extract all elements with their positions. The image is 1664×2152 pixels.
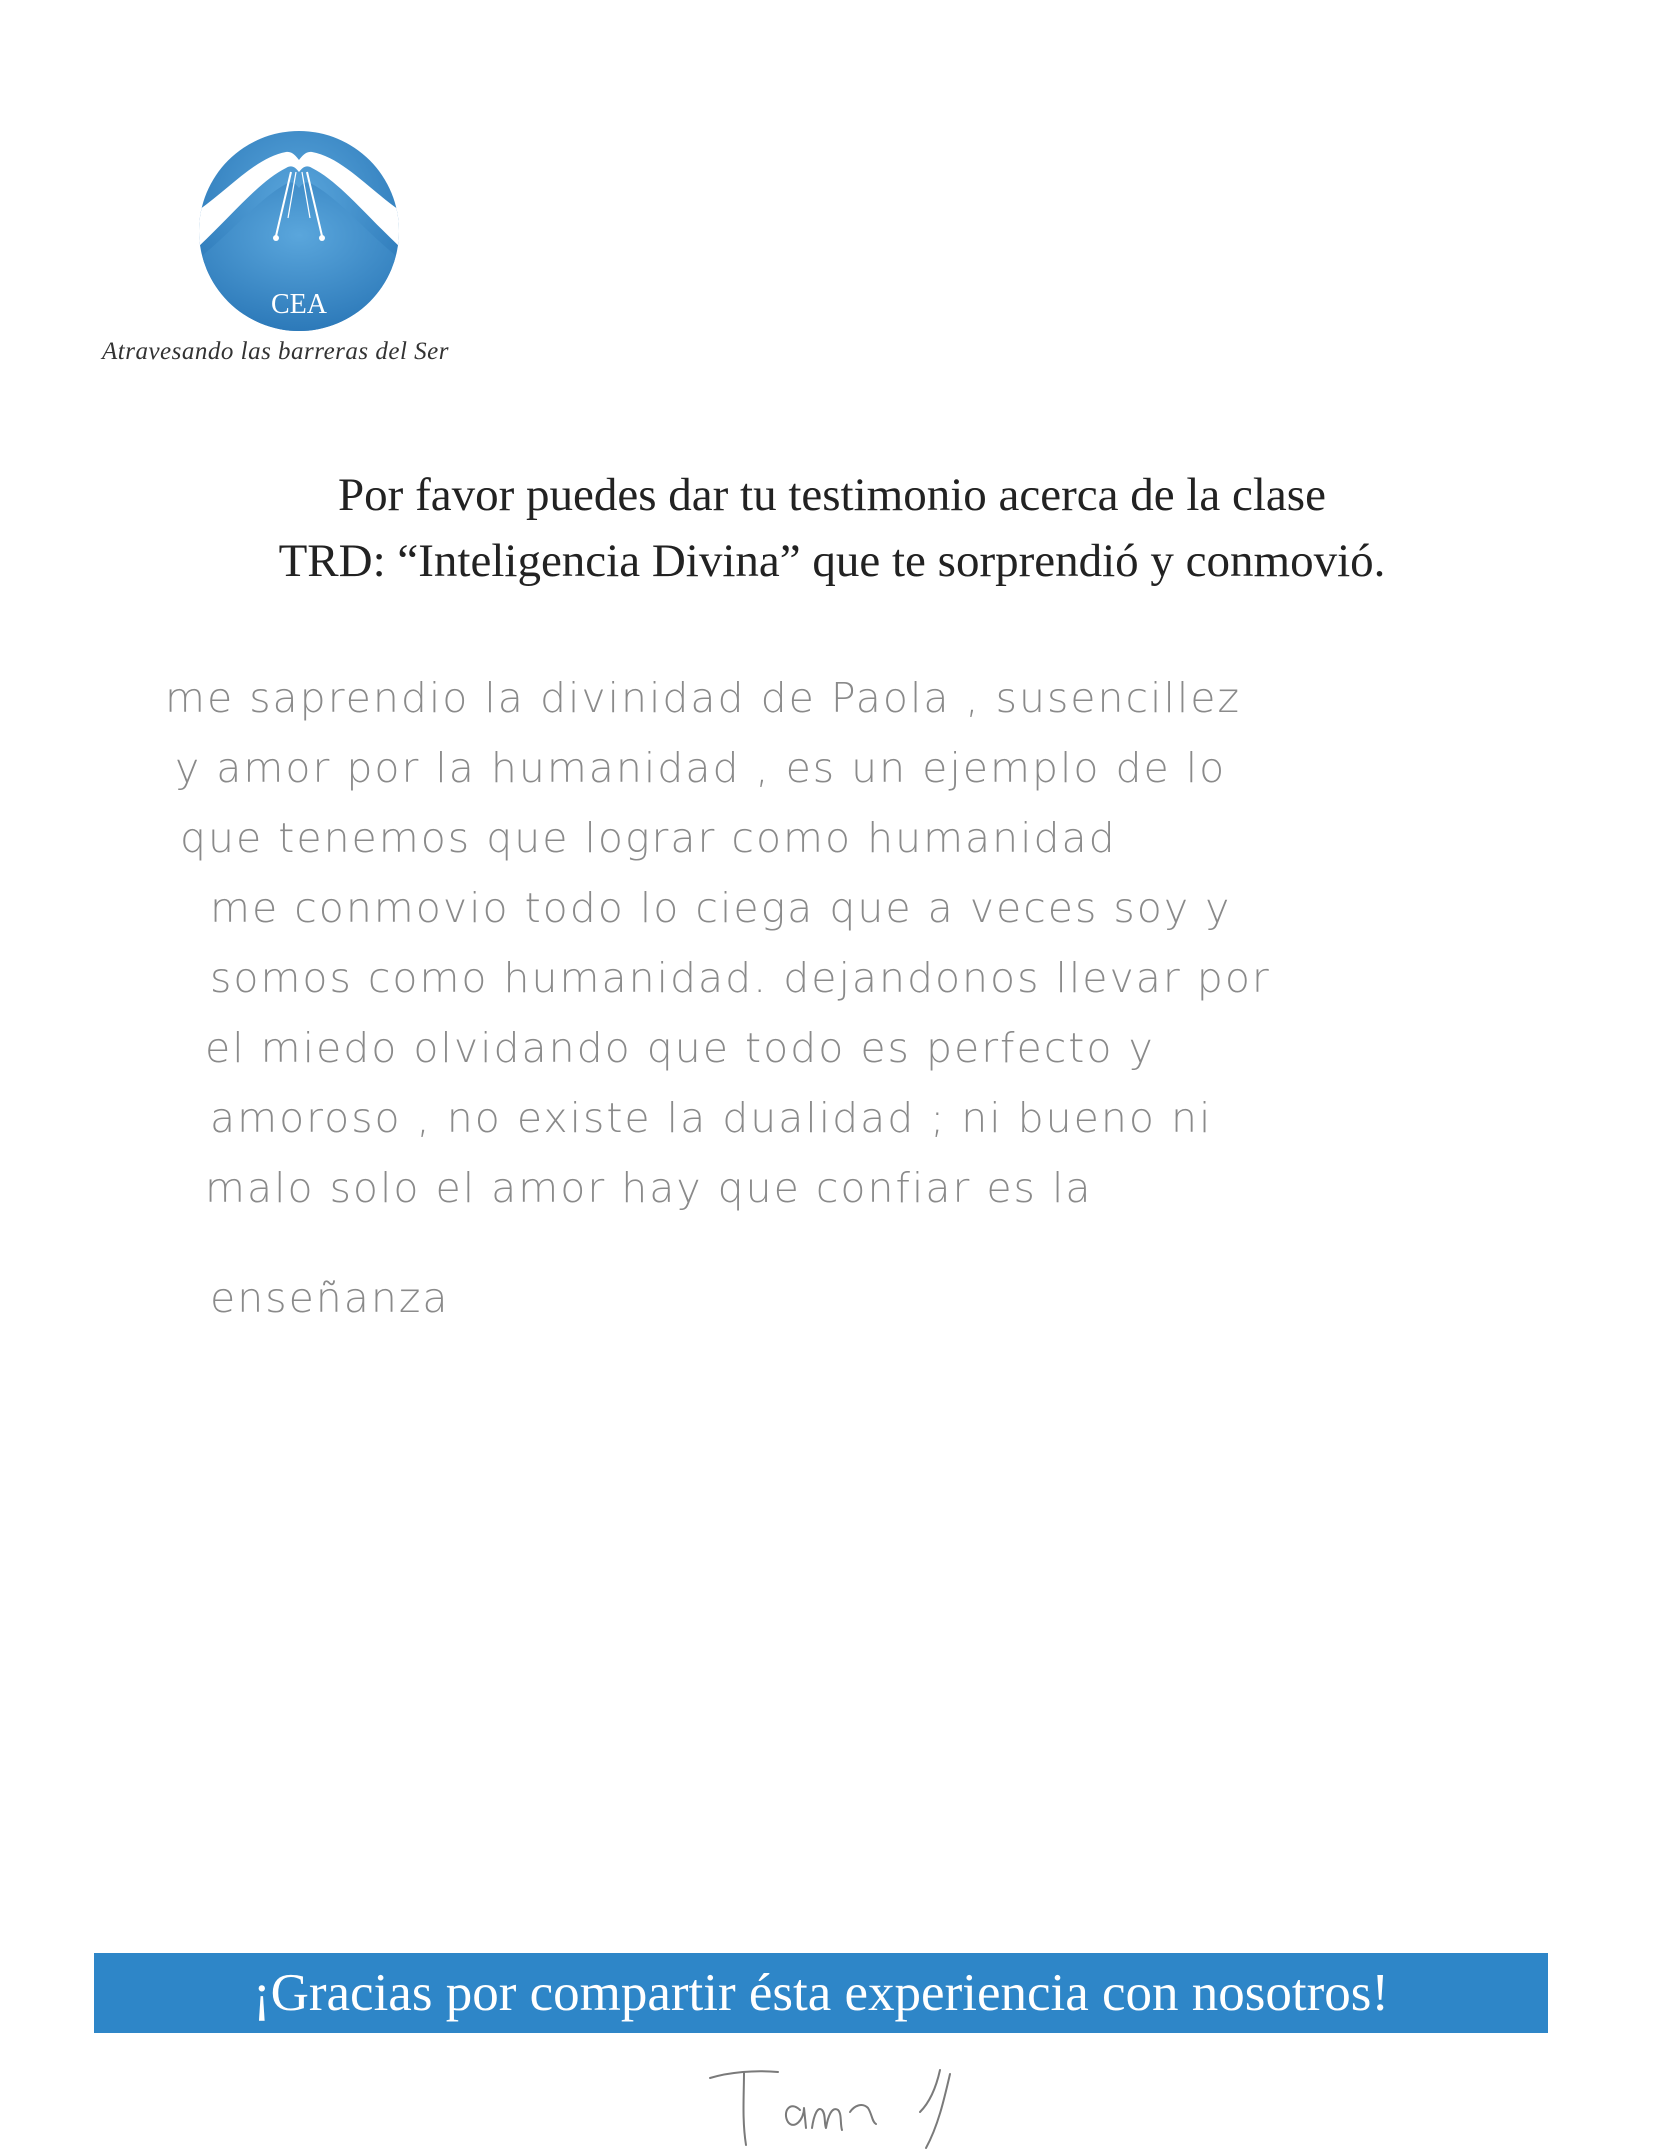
testimony-line: me saprendio la divinidad de Paola , susencillez: [165, 674, 1241, 722]
signature-mark: [700, 2050, 1020, 2150]
tagline: Atravesando las barreras del Ser: [102, 338, 449, 365]
thank-you-banner: [94, 1953, 1548, 2033]
testimony-line: y amor por la humanidad , es un ejemplo de lo: [175, 744, 1227, 792]
handwritten-signature: [700, 2050, 1020, 2150]
prompt-line-1: Por favor puedes dar tu testimonio acerca de la clase: [338, 469, 1326, 521]
prompt-line-2: TRD: “Inteligencia Divina” que te sorprendió y conmovió.: [278, 535, 1386, 587]
banner-text: ¡Gracias por compartir ésta experiencia con nosotros!: [252, 1964, 1390, 2022]
testimony-line: que tenemos que lograr como humanidad: [180, 814, 1117, 862]
prompt-question: [0, 462, 1664, 594]
logo-text: CEA: [271, 289, 327, 320]
testimony-line: me conmovio todo lo ciega que a veces soy y: [210, 884, 1232, 932]
cea-logo-emblem: [186, 128, 412, 334]
cea-logo: [186, 128, 412, 334]
testimony-line: malo solo el amor hay que confiar es la: [205, 1164, 1093, 1212]
testimony-line: enseñanza: [210, 1274, 450, 1322]
testimony-line: somos como humanidad. dejandonos llevar por: [210, 954, 1271, 1002]
testimony-line: el miedo olvidando que todo es perfecto y: [205, 1024, 1155, 1072]
testimony-line: amoroso , no existe la dualidad ; ni bueno ni: [210, 1094, 1213, 1142]
